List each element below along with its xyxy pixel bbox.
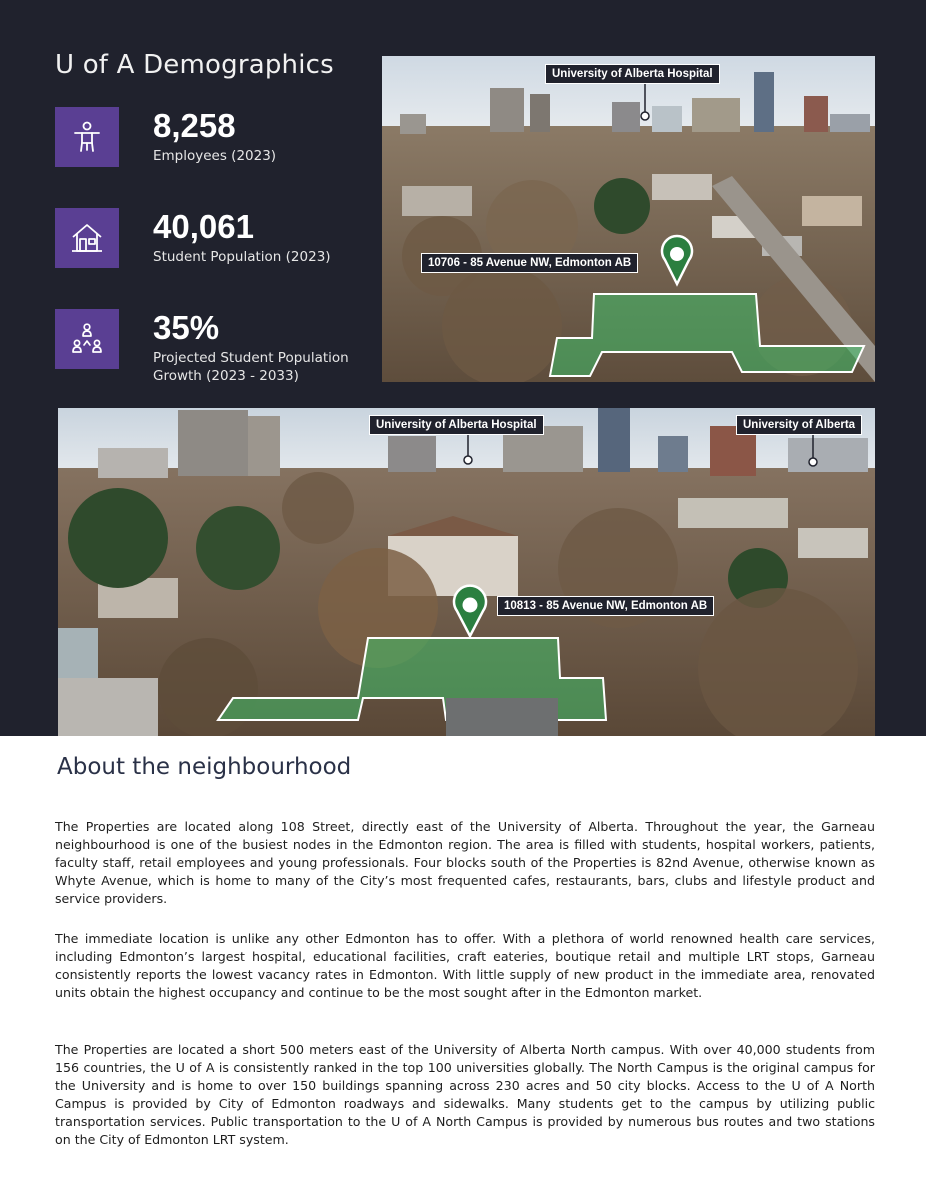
stat-label: Student Population (2023) (153, 249, 331, 265)
callout-university: University of Alberta (736, 415, 862, 435)
callout-hospital-top: University of Alberta Hospital (545, 64, 720, 84)
callout-address-top: 10706 - 85 Avenue NW, Edmonton AB (421, 253, 638, 273)
stat-label: Employees (2023) (153, 148, 277, 164)
neighbourhood-title: About the neighbourhood (57, 754, 352, 780)
stat-label: Projected Student Population Growth (2023 - 2033) (153, 350, 349, 384)
person-icon (55, 107, 119, 167)
stat-value: 8,258 (153, 107, 236, 144)
paragraph: The immediate location is unlike any other Edmonton has to offer. With a plethora of world renowned health care services, including Edmonton’s largest hospital, educational facilities, craft eateries, boutique retail and multiple LRT stops, Garneau consistently reports the lowest vacancy rates in Edmonton. With little supply of new product in the immediate area, renovated units obtain the highest occupancy and continue to be the most sought after in the Edmonton market. (55, 931, 875, 1001)
stat-value: 40,061 (153, 208, 254, 245)
stat-value: 35% (153, 309, 220, 346)
callout-address-bottom: 10813 - 85 Avenue NW, Edmonton AB (497, 596, 714, 616)
people-growth-icon (55, 309, 119, 369)
demographics-title: U of A Demographics (55, 50, 334, 80)
house-icon (55, 208, 119, 268)
aerial-photo-bottom (58, 408, 875, 736)
callout-hospital-bottom: University of Alberta Hospital (369, 415, 544, 435)
paragraph: The Properties are located along 108 Street, directly east of the University of Alberta. Throughout the year, the Garneau neighbourhood is one of the busiest nodes in the Edmonton region. The area is filled with students, hospital workers, patients, faculty staff, retail employees and young professionals. Four blocks south of the Properties is 82nd Avenue, otherwise known as Whyte Avenue, which is home to many of the City’s most frequented cafes, restaurants, bars, clubs and lifestyle product and service providers. (55, 819, 875, 907)
paragraph: The Properties are located a short 500 meters east of the University of Alberta North campus. With over 40,000 students from 156 countries, the U of A is consistently ranked in the top 100 universities globally. The North Campus is the original campus for the University and is home to over 150 buildings spanning across 230 acres and 50 city blocks. Access to the U of A North Campus is provided by City of Edmonton roadways and sidewalks. Many students get to the campus by utilizing public transportation services. Public transportation to the U of A North Campus is provided by numerous bus routes and two stations on the City of Edmonton LRT system. (55, 1042, 875, 1148)
aerial-photo-top (382, 56, 875, 382)
